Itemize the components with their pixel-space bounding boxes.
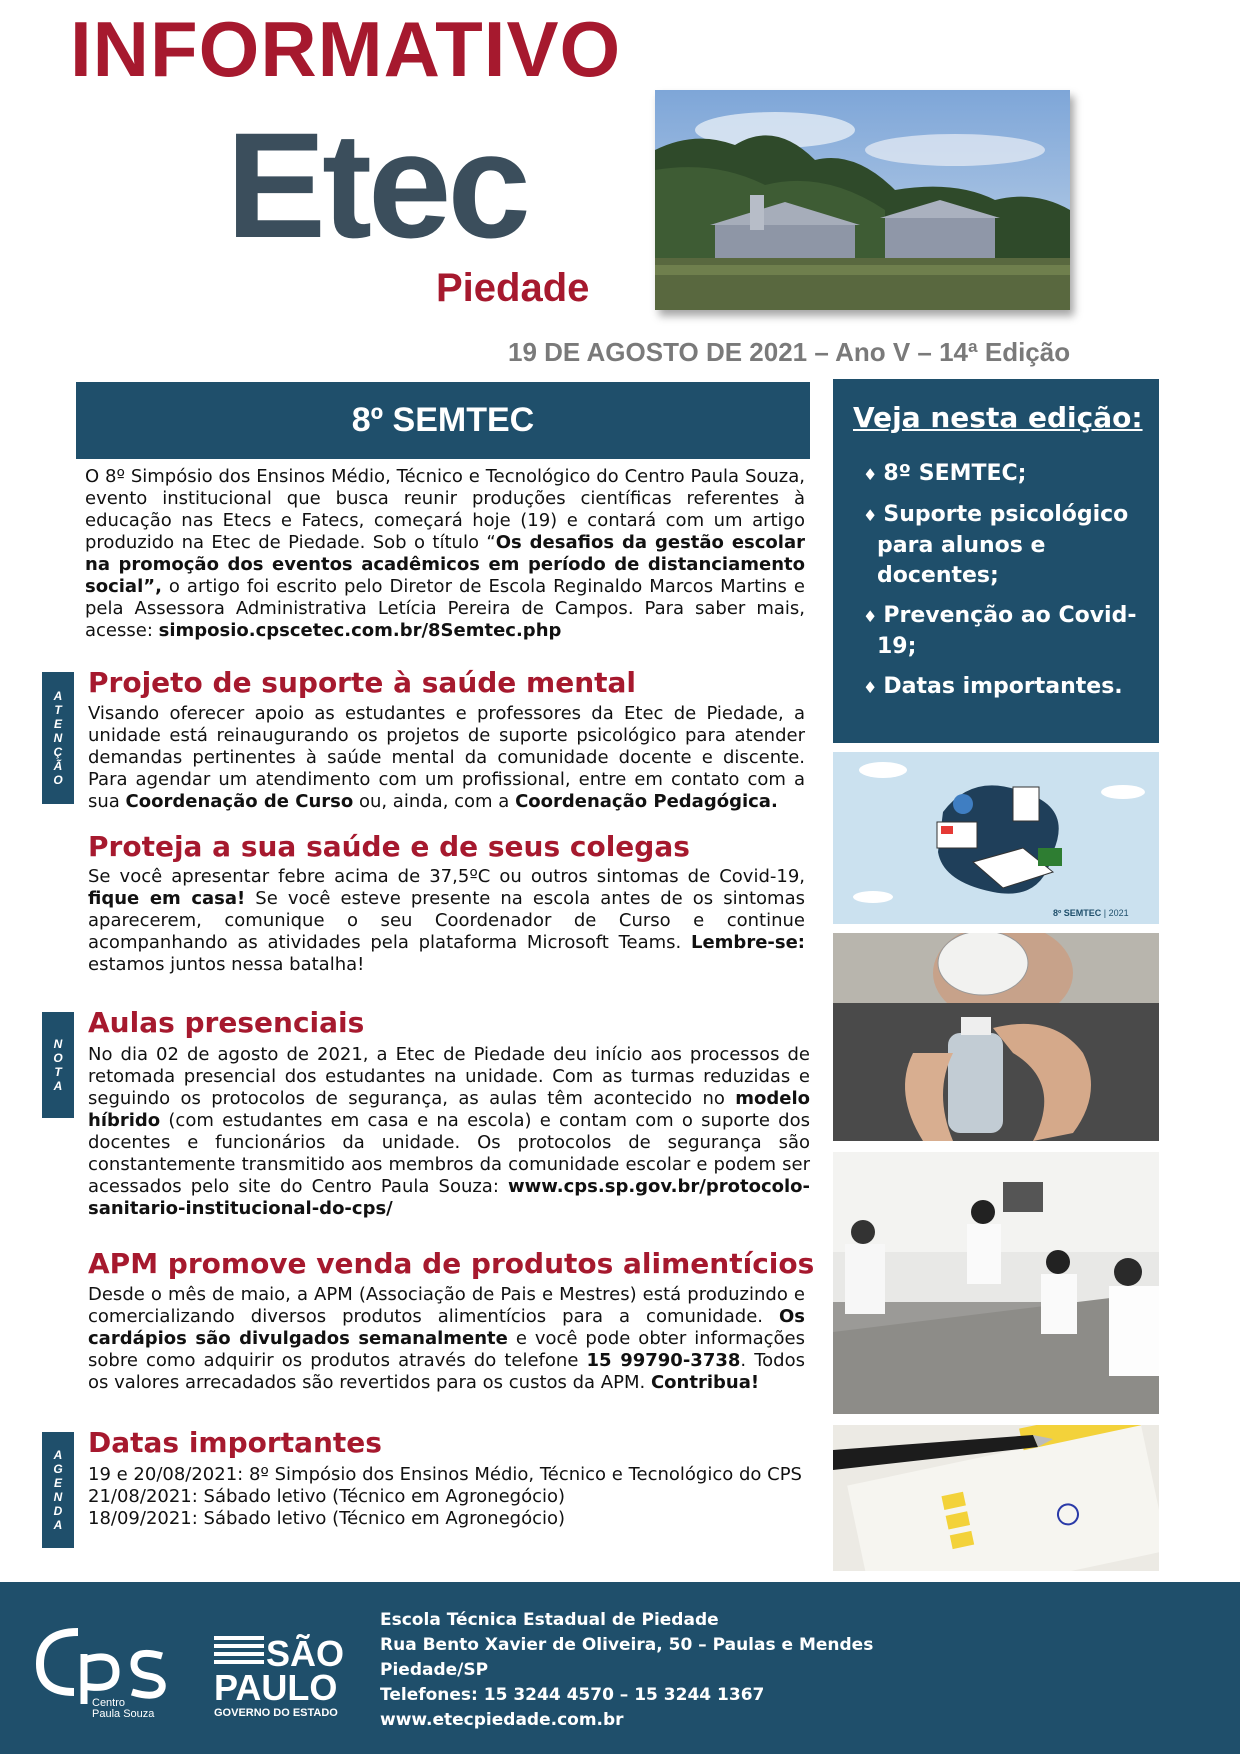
dates-list bbox=[88, 1464, 808, 1530]
dates-title: Datas importantes bbox=[88, 1426, 382, 1459]
diamond-bullet-icon: ♦ bbox=[863, 678, 878, 697]
apm-phone: 15 99790-3738 bbox=[586, 1350, 741, 1371]
nota-tag: N O T A bbox=[42, 1012, 74, 1118]
semtec-link[interactable]: simposio.cpscetec.com.br/8Semtec.php bbox=[158, 620, 562, 641]
summary-item: ♦ Suporte psicológico para alunos e docentes; bbox=[863, 502, 1129, 588]
date-item: 19 e 20/08/2021: 8º Simpósio dos Ensinos Médio, Técnico e Tecnológico do CPS bbox=[88, 1464, 802, 1485]
school-website-link[interactable]: www.etecpiedade.com.br bbox=[380, 1710, 624, 1730]
cps-logo-text-2: Paula Souza bbox=[92, 1708, 155, 1718]
cps-logo bbox=[34, 1626, 174, 1718]
footer bbox=[0, 1582, 1240, 1754]
hand-sanitizer-image bbox=[833, 933, 1159, 1141]
etec-logo-word: Etec bbox=[226, 101, 527, 269]
coord-pedagogica-text: Coordenação Pedagógica. bbox=[515, 791, 778, 812]
school-address: Rua Bento Xavier de Oliveira, 50 – Paulas e Mendes bbox=[380, 1635, 874, 1655]
semtec-section-header: 8º SEMTEC bbox=[76, 382, 810, 459]
date-item: 18/09/2021: Sábado letivo (Técnico em Agronegócio) bbox=[88, 1508, 566, 1529]
aulas-title: Aulas presenciais bbox=[88, 1006, 365, 1039]
summary-item: ♦ Prevenção ao Covid-19; bbox=[863, 603, 1137, 659]
sao-paulo-government-logo bbox=[214, 1630, 362, 1720]
semtec-text-1: O 8º Simpósio dos Ensinos Médio, Técnico e Tecnológico do Centro Paula Souza, evento institucional que busca reunir produções científicas referentes à educação nas Etecs e Fatecs, começará hoje (19) e contará com um artigo produzido na Etec de Piedade. Sob o título “ bbox=[85, 466, 805, 553]
edition-summary-box bbox=[833, 379, 1159, 743]
edition-summary-title: Veja nesta edição: bbox=[853, 401, 1143, 434]
summary-item: ♦ 8º SEMTEC; bbox=[863, 461, 1027, 486]
school-city: Piedade/SP bbox=[380, 1660, 489, 1680]
protect-health-title: Proteja a sua saúde e de seus colegas bbox=[88, 830, 690, 863]
atencao-tag: A T E N Ç Ã O bbox=[42, 672, 74, 804]
diamond-bullet-icon: ♦ bbox=[863, 607, 878, 626]
laboratory-students-image bbox=[833, 1152, 1159, 1414]
school-phones: Telefones: 15 3244 4570 – 15 3244 1367 bbox=[380, 1685, 765, 1705]
calendar-pen-image bbox=[833, 1425, 1159, 1571]
masthead-title: INFORMATIVO bbox=[70, 5, 622, 93]
sp-logo-text-1: SÃO bbox=[266, 1633, 345, 1674]
school-name: Escola Técnica Estadual de Piedade bbox=[380, 1610, 719, 1630]
protect-health-paragraph: Se você apresentar febre acima de 37,5ºC ou outros sintomas de Covid-19, fique em casa! Se você esteve presente na escola antes de os sintomas aparecerem, comunique o seu Coordenador de Curso e continue acompanhando as atividades pela plataforma Microsoft Teams. Lembre-se: estamos juntos nessa batalha! bbox=[88, 866, 805, 975]
semtec-banner-image bbox=[833, 752, 1159, 924]
summary-item: ♦ Datas importantes. bbox=[863, 674, 1123, 699]
apm-title: APM promove venda de produtos alimentícios bbox=[88, 1247, 815, 1280]
aulas-paragraph: No dia 02 de agosto de 2021, a Etec de Piedade deu início aos processos de retomada presencial dos estudantes na unidade. Com as turmas reduzidas e seguindo os protocolos de segurança, as aulas têm acontecido no modelo híbrido (com estudantes em casa e na escola) e contam com o suporte dos docentes e funcionários da unidade. Os protocolos de segurança são constantemente transmitido aos membros da comunidade escolar e podem ser acessados pelo site do Centro Paula Souza: www.cps.sp.gov.br/protocolo-sanitario-institucional-do-cps/ bbox=[88, 1044, 810, 1219]
apm-paragraph: Desde o mês de maio, a APM (Associação de Pais e Mestres) está produzindo e comercializando diversos produtos alimentícios para a comunidade. Os cardápios são divulgados semanalmente e você pode obter informações sobre como adquirir os produtos através do telefone 15 99790-3738. Todos os valores arrecadados são revertidos para os custos da APM. Contribua! bbox=[88, 1284, 805, 1393]
mental-health-title: Projeto de suporte à saúde mental bbox=[88, 666, 637, 699]
mental-health-paragraph: Visando oferecer apoio as estudantes e professores da Etec de Piedade, a unidade está reinaugurando os projetos de suporte psicológico para atender demandas pertinentes à saúde mental da comunidade docente e discente. Para agendar um atendimento com um profissional, entre em contato com a sua Coordenação de Curso ou, ainda, com a Coordenação Pedagógica. bbox=[88, 703, 805, 812]
semtec-banner-label: 8º SEMTEC | 2021 bbox=[1053, 908, 1129, 918]
edition-date-line: 19 DE AGOSTO DE 2021 – Ano V – 14ª Edição bbox=[508, 337, 1071, 367]
agenda-tag: A G E N D A bbox=[42, 1432, 74, 1548]
coord-curso-text: Coordenação de Curso bbox=[125, 791, 354, 812]
diamond-bullet-icon: ♦ bbox=[863, 465, 878, 484]
cps-logo-text-1: Centro bbox=[92, 1697, 126, 1709]
diamond-bullet-icon: ♦ bbox=[863, 506, 878, 525]
date-item: 21/08/2021: Sábado letivo (Técnico em Agronegócio) bbox=[88, 1486, 566, 1507]
protocol-link[interactable]: www.cps.sp.gov.br/protocolo-sanitario-institucional-do-cps/ bbox=[88, 1176, 810, 1219]
sp-logo-text-3: GOVERNO DO ESTADO bbox=[214, 1707, 338, 1719]
semtec-article-title: Os desafios da gestão escolar na promoção dos eventos acadêmicos em período de distanciamento social”, bbox=[85, 532, 805, 597]
footer-contact-info bbox=[380, 1608, 873, 1733]
school-painting-image bbox=[655, 90, 1070, 310]
sp-logo-text-2: PAULO bbox=[214, 1667, 338, 1708]
etec-logo-sub: Piedade bbox=[436, 266, 590, 310]
semtec-paragraph bbox=[85, 466, 805, 642]
edition-summary-list bbox=[863, 459, 1143, 713]
semtec-text-2: o artigo foi escrito pelo Diretor de Escola Reginaldo Marcos Martins e pela Assessora Administrativa Letícia Pereira de Campos. Para saber mais, acesse: bbox=[85, 576, 805, 641]
